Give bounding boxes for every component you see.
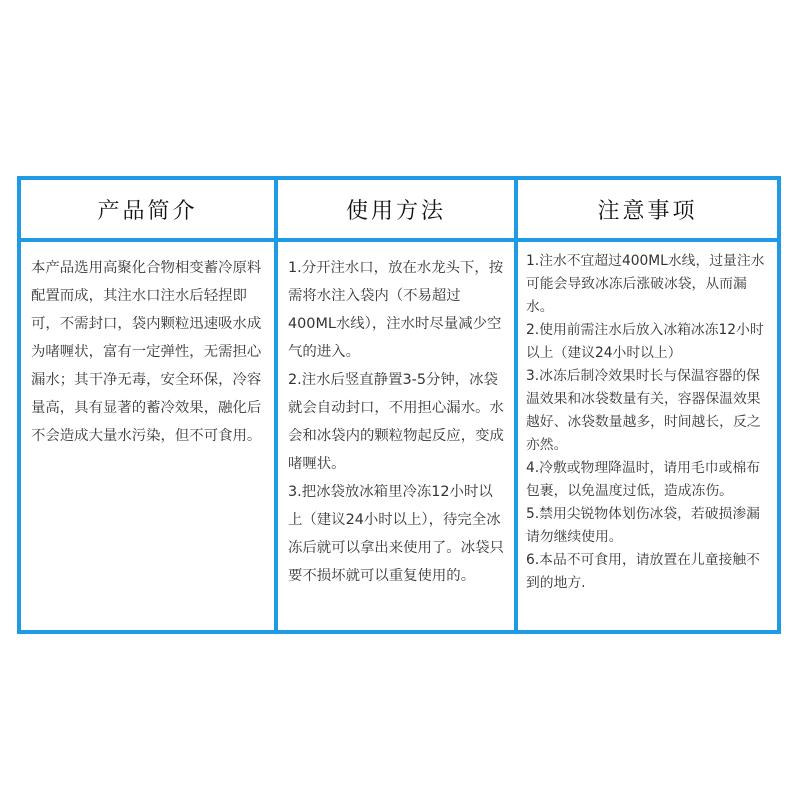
product-intro-text	[21, 242, 274, 630]
header-product-intro: 产品简介	[97, 198, 198, 224]
header-precautions: 注意事项	[597, 198, 698, 224]
precaution-2: 2.使用前需注水后放入冰箱冰冻12小时以上（建议24小时以上）	[526, 322, 764, 361]
product-info-table	[17, 176, 781, 634]
usage-step-1: 1.分开注水口，放在水龙头下，按需将水注入袋内（不易超过400ML水线），注水时尽量减少空气的进入。	[288, 260, 504, 360]
usage-step-2: 2.注水后竖直静置3-5分钟，冰袋就会自动封口，不用担心漏水。水会和冰袋内的颗粒物起反应，变成啫喱状。	[288, 372, 504, 472]
header-usage-method: 使用方法	[345, 198, 446, 224]
precautions-text	[518, 242, 777, 630]
precaution-1: 1.注水不宜超过400ML水线，过量注水可能会导致冰冻后涨破冰袋，从而漏水。	[526, 253, 765, 315]
precaution-5: 5.禁用尖锐物体划伤冰袋，若破损渗漏请勿继续使用。	[526, 506, 760, 545]
precaution-3: 3.冰冻后制冷效果时长与保温容器的保温效果和冰袋数量有关，容器保温效果越好、冰袋数量越多，时间越长，反之亦然。	[526, 368, 761, 453]
intro-paragraph: 本产品选用高聚化合物相变蓄冷原料配置而成，其注水口注水后轻捏即可，不需封口，袋内颗粒迅速吸水成为啫喱状，富有一定弹性，无需担心漏水；其干净无毒，安全环保，冷容量高，具有显著的蓄冷效果，融化后不会造成大量水污染，但不可食用。	[31, 260, 262, 444]
precaution-6: 6.本品不可食用，请放置在儿童接触不到的地方.	[526, 552, 760, 591]
usage-step-3: 3.把冰袋放冰箱里冷冻12小时以上（建议24小时以上），待完全冰冻后就可以拿出来使用了。冰袋只要不损坏就可以重复使用的。	[288, 484, 504, 584]
usage-method-text	[278, 242, 514, 630]
precaution-4: 4.冷敷或物理降温时，请用毛巾或棉布包裹，以免温度过低，造成冻伤。	[526, 460, 760, 499]
